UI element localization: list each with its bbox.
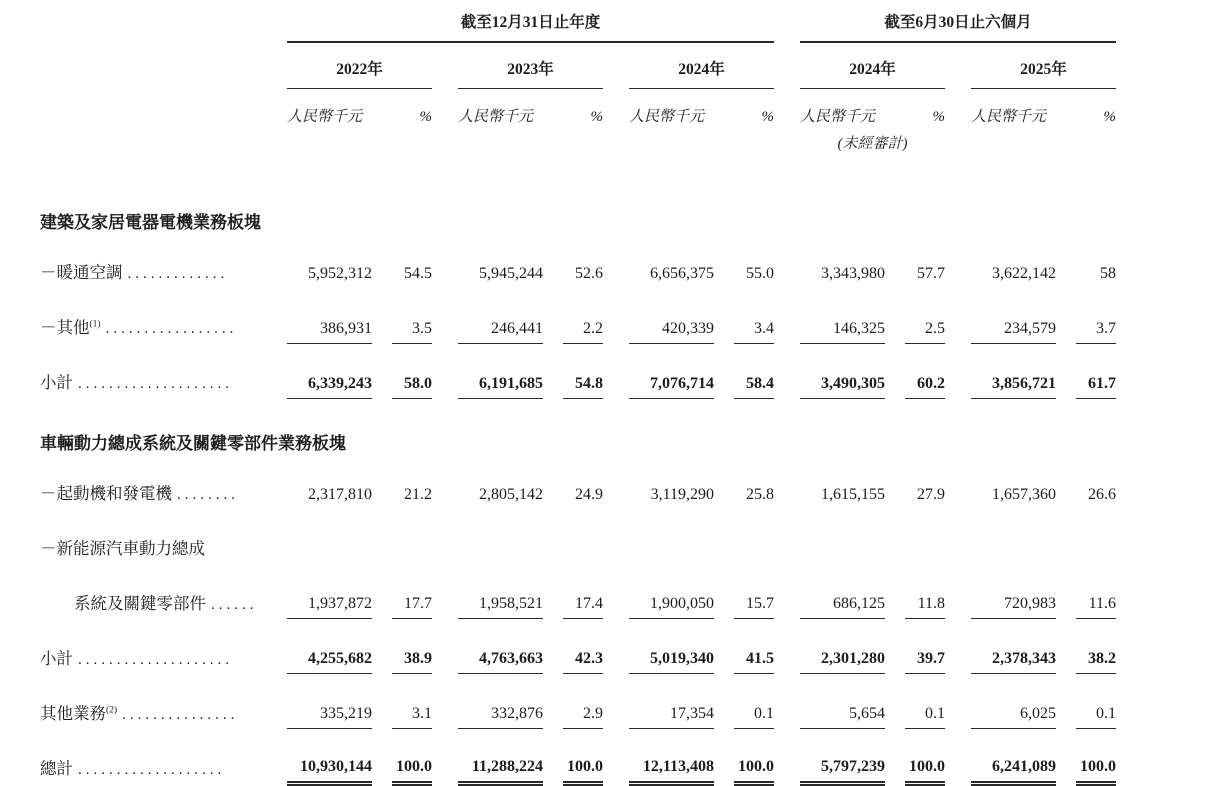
amount-unit-caption: 人民幣千元 <box>629 109 705 125</box>
row-label: 小計 .................... <box>40 648 233 668</box>
amount-cell: 2,378,343 <box>971 619 1056 674</box>
amount-cell: 335,219 <box>287 674 372 729</box>
section-header-row <box>40 153 1116 233</box>
amount-cell: 2,317,810 <box>308 485 372 503</box>
unaudited-note-row <box>40 126 1116 153</box>
percent-cell: 21.2 <box>404 485 432 503</box>
percent-cell: 0.1 <box>734 674 774 729</box>
percent-caption: % <box>590 109 603 125</box>
amount-cell: 5,945,244 <box>479 265 543 282</box>
amount-cell: 3,622,142 <box>992 265 1056 282</box>
amount-cell: 3,343,980 <box>821 265 885 282</box>
percent-cell: 52.6 <box>575 265 603 282</box>
percent-cell: 58.4 <box>734 343 774 398</box>
amount-cell: 5,019,340 <box>629 619 714 674</box>
row-label: －其他$^{(1)}$ ................. <box>40 318 238 337</box>
amount-cell: 1,937,872 <box>287 564 372 619</box>
amount-cell: 6,339,243 <box>287 343 372 398</box>
amount-cell: 1,900,050 <box>629 564 714 619</box>
section-header: 建築及家居電器電機業務板塊 <box>40 213 261 232</box>
percent-cell: 54.5 <box>404 265 432 282</box>
percent-cell: 0.1 <box>905 674 945 729</box>
footnote-ref: (1) <box>89 319 101 330</box>
percent-cell: 17.4 <box>563 564 603 619</box>
amount-unit-caption: 人民幣千元 <box>287 109 363 125</box>
amount-cell: 12,113,408 <box>629 729 714 784</box>
period-header-row <box>40 10 1116 42</box>
percent-cell: 58.0 <box>392 343 432 398</box>
percent-caption: % <box>932 109 945 125</box>
amount-cell: 246,441 <box>458 288 543 343</box>
amount-cell: 4,763,663 <box>458 619 543 674</box>
row-label: －新能源汽車動力總成 <box>40 538 205 558</box>
year-header-2024-interim: 2024年 <box>800 42 945 89</box>
row-label: 小計 .................... <box>40 373 233 392</box>
table-row <box>40 674 1116 729</box>
amount-cell: 146,325 <box>800 288 885 343</box>
section-header-row <box>40 398 1116 454</box>
amount-cell: 5,797,239 <box>800 729 885 784</box>
amount-cell: 332,876 <box>458 674 543 729</box>
percent-caption: % <box>761 109 774 125</box>
percent-cell: 3.4 <box>734 288 774 343</box>
table-row <box>40 454 1116 509</box>
amount-cell: 420,339 <box>629 288 714 343</box>
percent-cell: 100.0 <box>734 729 774 784</box>
dot-leader: ............. <box>127 266 229 282</box>
table-row <box>40 233 1116 288</box>
amount-cell: 686,125 <box>800 564 885 619</box>
percent-cell: 38.9 <box>392 619 432 674</box>
period-header-annual: 截至12月31日止年度 <box>287 10 774 42</box>
caption-row <box>40 89 1116 127</box>
year-header-2023: 2023年 <box>458 42 603 89</box>
percent-cell: 38.2 <box>1076 619 1116 674</box>
amount-cell: 4,255,682 <box>287 619 372 674</box>
dot-leader: .................... <box>78 376 233 392</box>
percent-cell: 15.7 <box>734 564 774 619</box>
percent-cell: 11.8 <box>905 564 945 619</box>
section-header: 車輛動力總成系統及關鍵零部件業務板塊 <box>40 433 346 453</box>
amount-unit-caption: 人民幣千元 <box>971 109 1047 125</box>
percent-caption: % <box>1103 109 1116 125</box>
percent-cell: 25.8 <box>746 485 774 503</box>
amount-cell: 6,191,685 <box>458 343 543 398</box>
row-label: 系統及關鍵零部件 ...... <box>74 593 258 613</box>
amount-cell: 11,288,224 <box>458 729 543 784</box>
amount-cell: 3,856,721 <box>971 343 1056 398</box>
percent-cell: 100.0 <box>905 729 945 784</box>
percent-cell: 26.6 <box>1088 485 1116 503</box>
percent-cell: 61.7 <box>1076 343 1116 398</box>
percent-cell: 100.0 <box>1076 729 1116 784</box>
percent-cell: 17.7 <box>392 564 432 619</box>
percent-cell: 2.9 <box>563 674 603 729</box>
amount-cell: 10,930,144 <box>287 729 372 784</box>
amount-cell: 3,490,305 <box>800 343 885 398</box>
amount-cell: 386,931 <box>287 288 372 343</box>
unaudited-note: (未經審計) <box>837 136 908 152</box>
percent-cell: 3.5 <box>392 288 432 343</box>
amount-unit-caption: 人民幣千元 <box>800 109 876 125</box>
percent-caption: % <box>419 109 432 125</box>
percent-cell: 27.9 <box>917 485 945 503</box>
percent-cell: 0.1 <box>1076 674 1116 729</box>
percent-cell: 3.7 <box>1076 288 1116 343</box>
year-header-2025-interim: 2025年 <box>971 42 1116 89</box>
percent-cell: 11.6 <box>1076 564 1116 619</box>
subtotal-row <box>40 343 1116 398</box>
amount-cell: 5,654 <box>800 674 885 729</box>
table-row <box>40 509 1116 564</box>
percent-cell: 55.0 <box>746 265 774 282</box>
percent-cell: 100.0 <box>563 729 603 784</box>
year-header-2022: 2022年 <box>287 42 432 89</box>
dot-leader: ........ <box>177 486 239 503</box>
percent-cell: 39.7 <box>905 619 945 674</box>
amount-cell: 6,025 <box>971 674 1056 729</box>
amount-cell: 2,301,280 <box>800 619 885 674</box>
table-row <box>40 564 1116 619</box>
percent-cell: 58 <box>1100 265 1116 282</box>
amount-cell: 7,076,714 <box>629 343 714 398</box>
percent-cell: 60.2 <box>905 343 945 398</box>
row-label: 其他業務$^{(2)}$ ............... <box>40 703 239 723</box>
percent-cell: 100.0 <box>392 729 432 784</box>
period-header-interim: 截至6月30日止六個月 <box>800 10 1116 42</box>
amount-cell: 17,354 <box>629 674 714 729</box>
amount-unit-caption: 人民幣千元 <box>458 109 534 125</box>
subtotal-row <box>40 619 1116 674</box>
percent-cell: 2.2 <box>563 288 603 343</box>
amount-cell: 5,952,312 <box>308 265 372 282</box>
amount-cell: 720,983 <box>971 564 1056 619</box>
footnote-ref: (2) <box>106 705 118 715</box>
year-header-row <box>40 42 1116 89</box>
amount-cell: 6,241,089 <box>971 729 1056 784</box>
year-header-2024: 2024年 <box>629 42 774 89</box>
percent-cell: 41.5 <box>734 619 774 674</box>
dot-leader: ............... <box>122 706 239 723</box>
dot-leader: ................... <box>78 761 226 778</box>
percent-cell: 57.7 <box>917 265 945 282</box>
percent-cell: 24.9 <box>575 485 603 503</box>
row-label: －暖通空調 ............. <box>40 263 229 282</box>
segment-revenue-table <box>40 10 1116 786</box>
amount-cell: 6,656,375 <box>650 265 714 282</box>
amount-cell: 234,579 <box>971 288 1056 343</box>
percent-cell: 42.3 <box>563 619 603 674</box>
amount-cell: 3,119,290 <box>650 485 714 503</box>
row-label: 總計 ................... <box>40 758 226 778</box>
percent-cell: 3.1 <box>392 674 432 729</box>
amount-cell: 1,958,521 <box>458 564 543 619</box>
percent-cell: 2.5 <box>905 288 945 343</box>
table-row <box>40 288 1116 343</box>
row-label: －起動機和發電機 ........ <box>40 483 239 503</box>
amount-cell: 1,615,155 <box>821 485 885 503</box>
dot-leader: ................. <box>105 321 238 337</box>
amount-cell: 2,805,142 <box>479 485 543 503</box>
dot-leader: ...... <box>211 596 258 613</box>
total-row <box>40 729 1116 784</box>
percent-cell: 54.8 <box>563 343 603 398</box>
dot-leader: .................... <box>78 651 233 668</box>
amount-cell: 1,657,360 <box>992 485 1056 503</box>
